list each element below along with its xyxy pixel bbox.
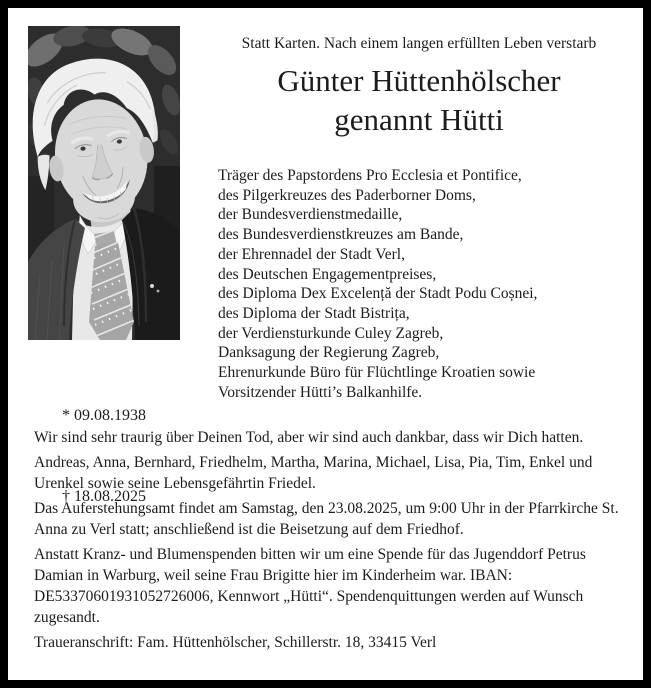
lapel-pin [150, 284, 154, 288]
birth-date: * 09.08.1938 [62, 407, 146, 424]
honor-item: des Bundesverdienstkreuzes am Bande, [218, 226, 464, 244]
paragraph-condolence: Wir sind sehr traurig über Deinen Tod, aber wir sind auch dankbar, dass wir Dich hatten. [34, 429, 584, 446]
paragraph-family: Andreas, Anna, Bernhard, Friedhelm, Martha, Marina, Michael, Lisa, Pia, Tim, Enkel und Urenkel sowie seine Lebensgefährtin Friedel. [34, 454, 593, 492]
notice-body [34, 427, 621, 657]
honor-item: des Deutschen Engagementpreises, [218, 265, 437, 283]
honor-item: Danksagung der Regierung Zagreb, [218, 344, 440, 362]
deceased-name-line1: Günter Hüttenhölscher [277, 63, 561, 98]
honor-item: Ehrenurkunde Büro für Flüchtlinge Kroatien sowie [218, 364, 536, 382]
mourning-address: Traueranschrift: Fam. Hüttenhölscher, Schillerstr. 18, 33415 Verl [34, 634, 437, 651]
honor-item: der Bundesverdienstmedaille, [218, 206, 403, 224]
honor-item: des Pilgerkreuzes des Paderborner Doms, [218, 186, 476, 204]
honor-item: des Diploma der Stadt Bistrița, [218, 304, 410, 322]
photo-scene [28, 26, 180, 340]
honor-item: der Ehrennadel der Stadt Verl, [218, 245, 405, 263]
header-column [218, 33, 620, 402]
honor-item: des Diploma Dex Excelență der Stadt Podu Coșnei, [218, 285, 538, 303]
portrait-photo [28, 26, 180, 340]
deceased-name-line2: genannt Hütti [334, 102, 504, 137]
honor-item: Träger des Papstordens Pro Ecclesia et Pontifice, [218, 167, 522, 184]
intro-line: Statt Karten. Nach einem langen erfüllten Leben verstarb [241, 35, 597, 52]
paragraph-donations: Anstatt Kranz- und Blumenspenden bitten wir um eine Spende für das Jugenddorf Petrus Damian in Warburg, weil seine Frau Brigitte hier im Kinderheim war. IBAN: DE53370601931052726006, Kennwort „Hütti“. Spendenquittungen werden auf Wunsch zugesandt. [34, 546, 586, 626]
honor-item: der Verdiensturkunde Culey Zagreb, [218, 324, 444, 342]
honors-list [218, 166, 620, 402]
honor-item: Vorsitzender Hütti’s Balkanhilfe. [218, 383, 423, 401]
death-date: † 18.08.2025 [62, 488, 146, 505]
paragraph-service: Das Auferstehungsamt findet am Samstag, den 23.08.2025, um 9:00 Uhr in der Pfarrkirche St. Anna zu Verl statt; anschließend ist die Beisetzung auf dem Friedhof. [34, 500, 619, 538]
deceased-name [218, 61, 620, 139]
